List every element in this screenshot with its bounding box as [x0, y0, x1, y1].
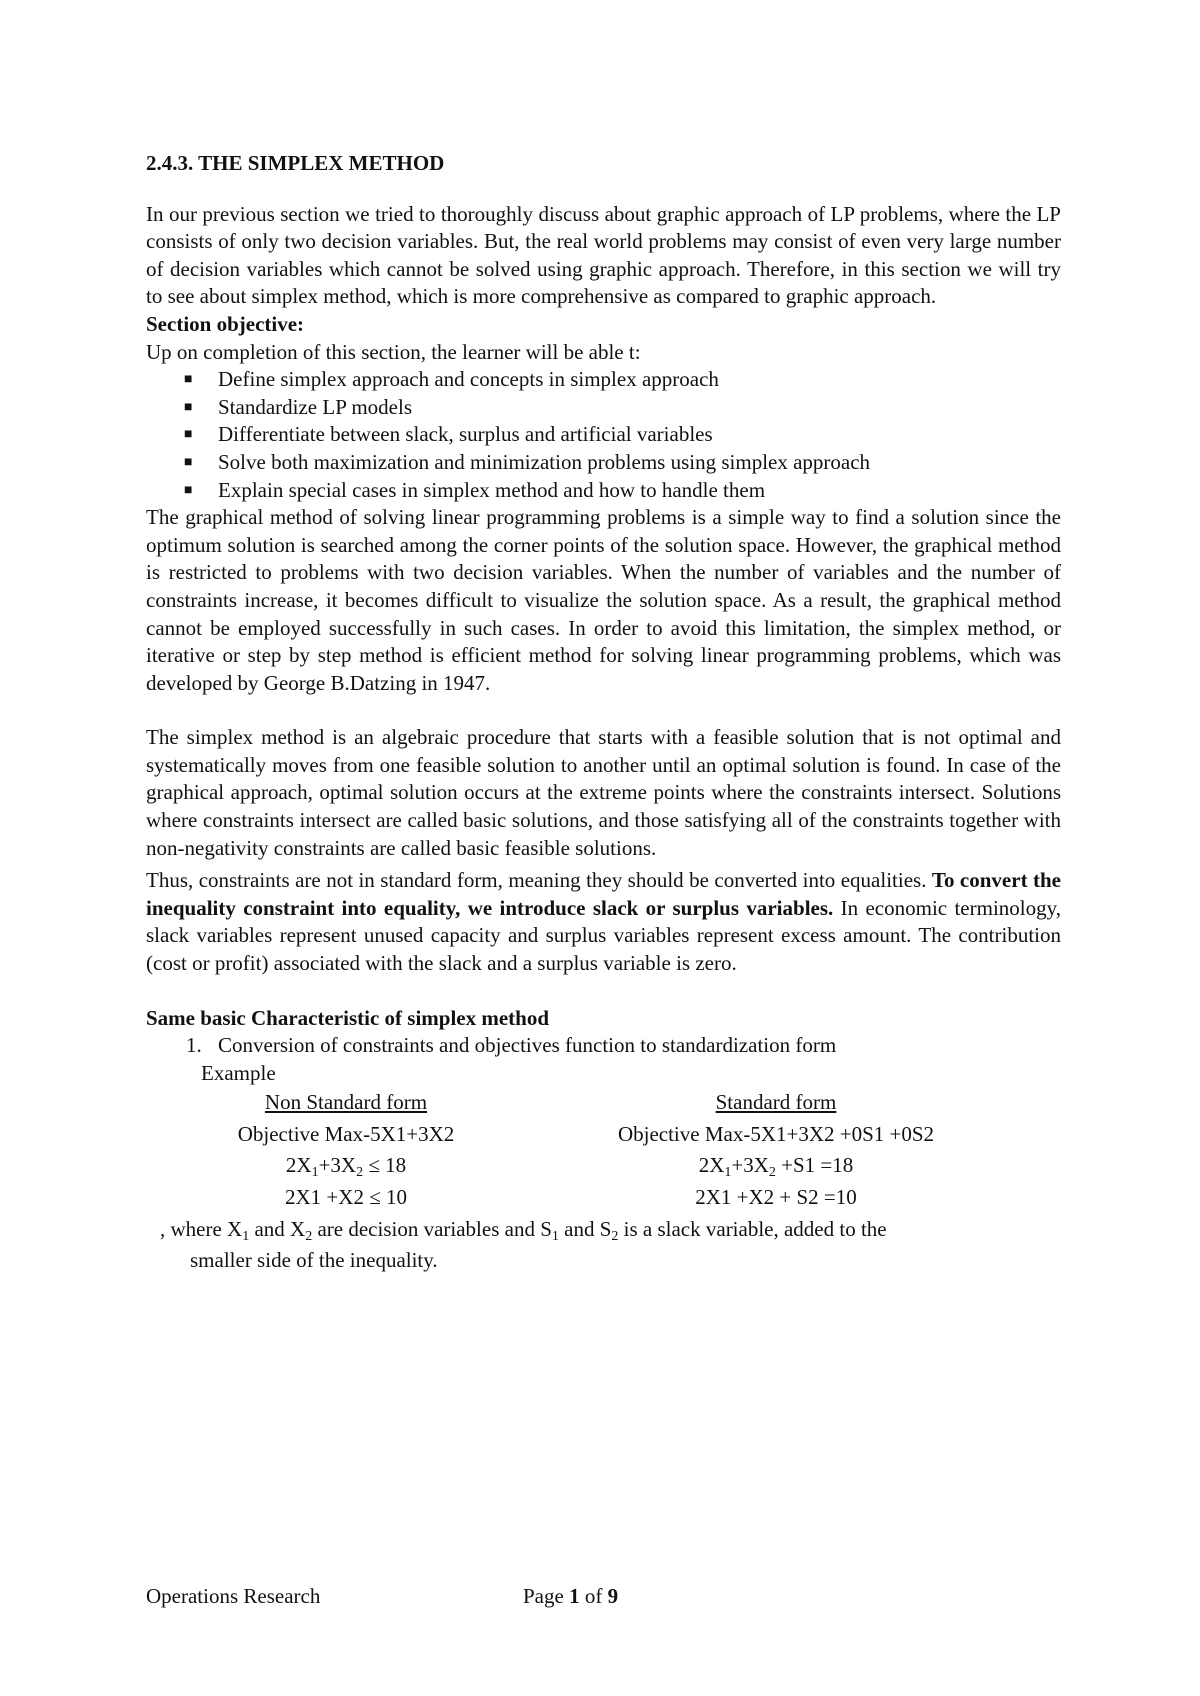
section-heading: 2.4.3. THE SIMPLEX METHOD	[146, 151, 445, 175]
page-content	[146, 150, 1061, 1276]
standard-form-example	[146, 1087, 1061, 1214]
simplex-definition-paragraph: The simplex method is an algebraic procedure that starts with a feasible solution that is not optimal and systematically moves from one feasible solution to another until an optimal solution is found. In case of the graphical approach, optimal solution occurs at the extreme points where the constraints intersect. Solutions where constraints intersect are called basic solutions, and those satisfying all of the constraints together with non-negativity constraints are called basic feasible solutions.	[146, 725, 1061, 860]
characteristics-heading: Same basic Characteristic of simplex method	[146, 1005, 550, 1030]
standard-form-column	[561, 1087, 991, 1213]
objective-label: Section objective:	[146, 311, 305, 336]
footer-title: Operations Research	[146, 1584, 321, 1608]
page-number: Page 1 of 9	[523, 1584, 619, 1608]
standard-objective: Objective Max-5X1+3X2 +0S1 +0S2	[617, 1121, 935, 1146]
square-bullet-icon: ■	[184, 399, 193, 415]
list-item: ■ Define simplex approach and concepts in simplex approach	[146, 366, 1061, 394]
objective-list	[146, 366, 1061, 504]
square-bullet-icon: ■	[184, 454, 193, 470]
slack-surplus-emphasis: To convert the inequality constraint into equality, we introduce slack or surplus variables.	[146, 868, 1061, 920]
objective-intro: Up on completion of this section, the learner will be able t:	[146, 339, 641, 364]
variables-note-continued: smaller side of the inequality.	[190, 1248, 438, 1273]
nonstandard-constraint-1: $2X_1+3X_2 \le 18$	[285, 1153, 407, 1181]
nonstandard-objective: Objective Max-5X1+3X2	[237, 1121, 455, 1146]
variables-note: , where $X_1$ and $X_2$ are decision variables and $S_1$ and $S_2$ is a slack variable, added to the	[160, 1217, 887, 1245]
standard-header: Standard form	[715, 1090, 837, 1115]
square-bullet-icon: ■	[184, 372, 193, 388]
list-item: ■ Explain special cases in simplex method and how to handle them	[146, 477, 1061, 505]
standard-constraint-1: $2X_1+3X_2 +S1 =18$	[698, 1153, 854, 1181]
list-item: ■ Solve both maximization and minimization problems using simplex approach	[146, 449, 1061, 477]
list-item: ■ Differentiate between slack, surplus and artificial variables	[146, 421, 1061, 449]
list-item: ■ Standardize LP models	[146, 394, 1061, 422]
nonstandard-constraint-2: 2X1 +X2 ≤ 10	[285, 1184, 407, 1209]
nonstandard-form-column	[156, 1087, 536, 1213]
graphical-method-paragraph: The graphical method of solving linear programming problems is a simple way to find a solution since the optimum solution is searched among the corner points of the solution space. However, the graphical method is restricted to problems with two decision variables. When the number of variables and the number of constraints increase, it becomes difficult to visualize the solution space. As a result, the graphical method cannot be employed successfully in such cases. In order to avoid this limitation, the simplex method, or iterative or step by step method is efficient method for solving linear programming problems, which was developed by George B.Datzing in 1947.	[146, 505, 1061, 695]
square-bullet-icon: ■	[184, 427, 193, 443]
square-bullet-icon: ■	[184, 482, 193, 498]
standard-form-paragraph: Thus, constraints are not in standard form, meaning they should be converted into equalities. To convert the inequality constraint into equality, we introduce slack or surplus variables. In economic terminology, slack variables represent unused capacity and surplus variables represent excess amount. The contribution (cost or profit) associated with the slack and a surplus variable is zero.	[146, 868, 1062, 976]
intro-paragraph: In our previous section we tried to thoroughly discuss about graphic approach of LP problems, where the LP consists of only two decision variables. But, the real world problems may consist of even very large number of decision variables which cannot be solved using graphic approach. Therefore, in this section we will try to see about simplex method, which is more comprehensive as compared to graphic approach.	[146, 201, 1061, 309]
numbered-item-1: 1. Conversion of constraints and objectives function to standardization form	[186, 1033, 837, 1058]
standard-constraint-2: 2X1 +X2 + S2 =10	[695, 1184, 857, 1209]
example-label: Example	[201, 1060, 276, 1085]
nonstandard-header: Non Standard form	[264, 1090, 428, 1115]
